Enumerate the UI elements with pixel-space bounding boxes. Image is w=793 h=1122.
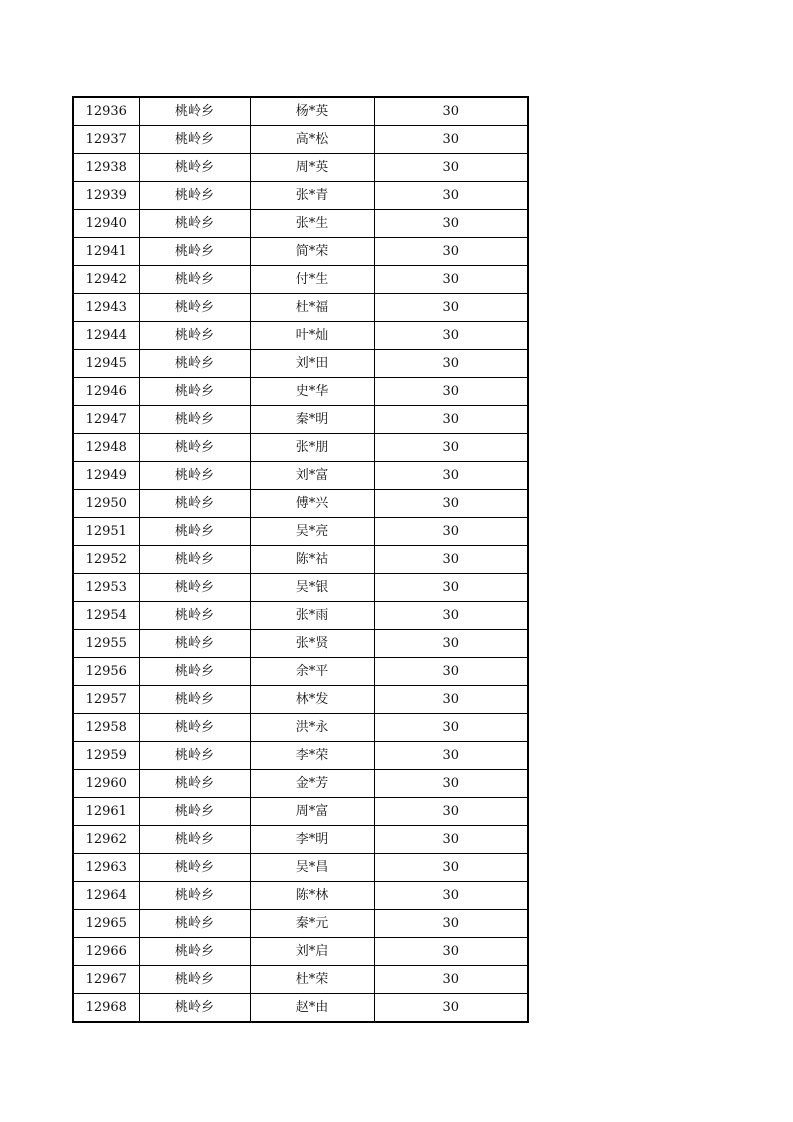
township-cell: 桃岭乡 [139,322,250,350]
amount-cell: 30 [374,770,528,798]
table-row [73,97,528,126]
table-row [73,378,528,406]
id-cell: 12964 [73,882,139,910]
name-cell: 李*明 [250,826,374,854]
amount-cell: 30 [374,154,528,182]
id-cell: 12954 [73,602,139,630]
id-cell: 12946 [73,378,139,406]
id-cell: 12949 [73,462,139,490]
name-cell: 赵*由 [250,994,374,1023]
township-cell: 桃岭乡 [139,350,250,378]
table-row [73,546,528,574]
table-row [73,350,528,378]
name-cell: 高*松 [250,126,374,154]
id-cell: 12960 [73,770,139,798]
table-row [73,462,528,490]
id-cell: 12968 [73,994,139,1023]
amount-cell: 30 [374,910,528,938]
township-cell: 桃岭乡 [139,462,250,490]
table-row [73,630,528,658]
township-cell: 桃岭乡 [139,434,250,462]
name-cell: 陈*林 [250,882,374,910]
name-cell: 叶*灿 [250,322,374,350]
township-cell: 桃岭乡 [139,966,250,994]
id-cell: 12966 [73,938,139,966]
amount-cell: 30 [374,210,528,238]
amount-cell: 30 [374,378,528,406]
amount-cell: 30 [374,630,528,658]
name-cell: 余*平 [250,658,374,686]
township-cell: 桃岭乡 [139,126,250,154]
id-cell: 12962 [73,826,139,854]
name-cell: 周*富 [250,798,374,826]
table-row [73,574,528,602]
township-cell: 桃岭乡 [139,910,250,938]
township-cell: 桃岭乡 [139,546,250,574]
table-row [73,826,528,854]
id-cell: 12967 [73,966,139,994]
name-cell: 吴*昌 [250,854,374,882]
id-cell: 12959 [73,742,139,770]
township-cell: 桃岭乡 [139,97,250,126]
name-cell: 秦*明 [250,406,374,434]
amount-cell: 30 [374,434,528,462]
table-row [73,602,528,630]
id-cell: 12950 [73,490,139,518]
township-cell: 桃岭乡 [139,378,250,406]
name-cell: 杜*荣 [250,966,374,994]
id-cell: 12938 [73,154,139,182]
township-cell: 桃岭乡 [139,770,250,798]
name-cell: 李*荣 [250,742,374,770]
township-cell: 桃岭乡 [139,938,250,966]
amount-cell: 30 [374,714,528,742]
id-cell: 12941 [73,238,139,266]
table-row [73,238,528,266]
table-row [73,742,528,770]
table-row [73,518,528,546]
id-cell: 12940 [73,210,139,238]
name-cell: 张*朋 [250,434,374,462]
township-cell: 桃岭乡 [139,686,250,714]
amount-cell: 30 [374,546,528,574]
table-row [73,994,528,1023]
table-row [73,966,528,994]
name-cell: 刘*启 [250,938,374,966]
id-cell: 12939 [73,182,139,210]
township-cell: 桃岭乡 [139,266,250,294]
table-row [73,322,528,350]
table-row [73,938,528,966]
amount-cell: 30 [374,294,528,322]
table-row [73,490,528,518]
name-cell: 洪*永 [250,714,374,742]
table-row [73,406,528,434]
id-cell: 12952 [73,546,139,574]
name-cell: 杜*福 [250,294,374,322]
township-cell: 桃岭乡 [139,210,250,238]
table-row [73,294,528,322]
table-row [73,658,528,686]
table-body [73,97,528,1022]
table-row [73,210,528,238]
amount-cell: 30 [374,882,528,910]
id-cell: 12947 [73,406,139,434]
id-cell: 12958 [73,714,139,742]
township-cell: 桃岭乡 [139,406,250,434]
name-cell: 史*华 [250,378,374,406]
township-cell: 桃岭乡 [139,490,250,518]
id-cell: 12948 [73,434,139,462]
name-cell: 陈*祜 [250,546,374,574]
township-cell: 桃岭乡 [139,658,250,686]
id-cell: 12955 [73,630,139,658]
table-row [73,154,528,182]
id-cell: 12943 [73,294,139,322]
township-cell: 桃岭乡 [139,182,250,210]
id-cell: 12963 [73,854,139,882]
name-cell: 刘*富 [250,462,374,490]
amount-cell: 30 [374,854,528,882]
name-cell: 傅*兴 [250,490,374,518]
table-row [73,854,528,882]
id-cell: 12961 [73,798,139,826]
name-cell: 张*贤 [250,630,374,658]
name-cell: 张*生 [250,210,374,238]
amount-cell: 30 [374,658,528,686]
amount-cell: 30 [374,322,528,350]
id-cell: 12936 [73,97,139,126]
township-cell: 桃岭乡 [139,574,250,602]
name-cell: 简*荣 [250,238,374,266]
amount-cell: 30 [374,350,528,378]
amount-cell: 30 [374,97,528,126]
name-cell: 张*雨 [250,602,374,630]
township-cell: 桃岭乡 [139,602,250,630]
township-cell: 桃岭乡 [139,238,250,266]
id-cell: 12951 [73,518,139,546]
amount-cell: 30 [374,826,528,854]
township-cell: 桃岭乡 [139,882,250,910]
id-cell: 12957 [73,686,139,714]
id-cell: 12942 [73,266,139,294]
id-cell: 12945 [73,350,139,378]
id-cell: 12953 [73,574,139,602]
id-cell: 12937 [73,126,139,154]
township-cell: 桃岭乡 [139,518,250,546]
amount-cell: 30 [374,406,528,434]
amount-cell: 30 [374,966,528,994]
township-cell: 桃岭乡 [139,154,250,182]
id-cell: 12956 [73,658,139,686]
township-cell: 桃岭乡 [139,294,250,322]
table-row [73,266,528,294]
amount-cell: 30 [374,602,528,630]
amount-cell: 30 [374,798,528,826]
name-cell: 杨*英 [250,97,374,126]
township-cell: 桃岭乡 [139,826,250,854]
amount-cell: 30 [374,238,528,266]
township-cell: 桃岭乡 [139,994,250,1023]
amount-cell: 30 [374,938,528,966]
township-cell: 桃岭乡 [139,798,250,826]
table-row [73,126,528,154]
name-cell: 付*生 [250,266,374,294]
name-cell: 林*发 [250,686,374,714]
id-cell: 12965 [73,910,139,938]
amount-cell: 30 [374,126,528,154]
name-cell: 周*英 [250,154,374,182]
name-cell: 金*芳 [250,770,374,798]
township-cell: 桃岭乡 [139,742,250,770]
township-cell: 桃岭乡 [139,630,250,658]
table-row [73,882,528,910]
name-cell: 刘*田 [250,350,374,378]
table-row [73,714,528,742]
amount-cell: 30 [374,182,528,210]
table-row [73,686,528,714]
table-row [73,770,528,798]
name-cell: 秦*元 [250,910,374,938]
township-cell: 桃岭乡 [139,854,250,882]
table-row [73,434,528,462]
amount-cell: 30 [374,266,528,294]
table-row [73,798,528,826]
township-cell: 桃岭乡 [139,714,250,742]
amount-cell: 30 [374,518,528,546]
amount-cell: 30 [374,994,528,1023]
name-cell: 吴*银 [250,574,374,602]
amount-cell: 30 [374,462,528,490]
amount-cell: 30 [374,574,528,602]
table-row [73,910,528,938]
amount-cell: 30 [374,490,528,518]
name-cell: 张*青 [250,182,374,210]
amount-cell: 30 [374,686,528,714]
id-cell: 12944 [73,322,139,350]
data-table [72,96,529,1023]
table-row [73,182,528,210]
name-cell: 吴*亮 [250,518,374,546]
amount-cell: 30 [374,742,528,770]
